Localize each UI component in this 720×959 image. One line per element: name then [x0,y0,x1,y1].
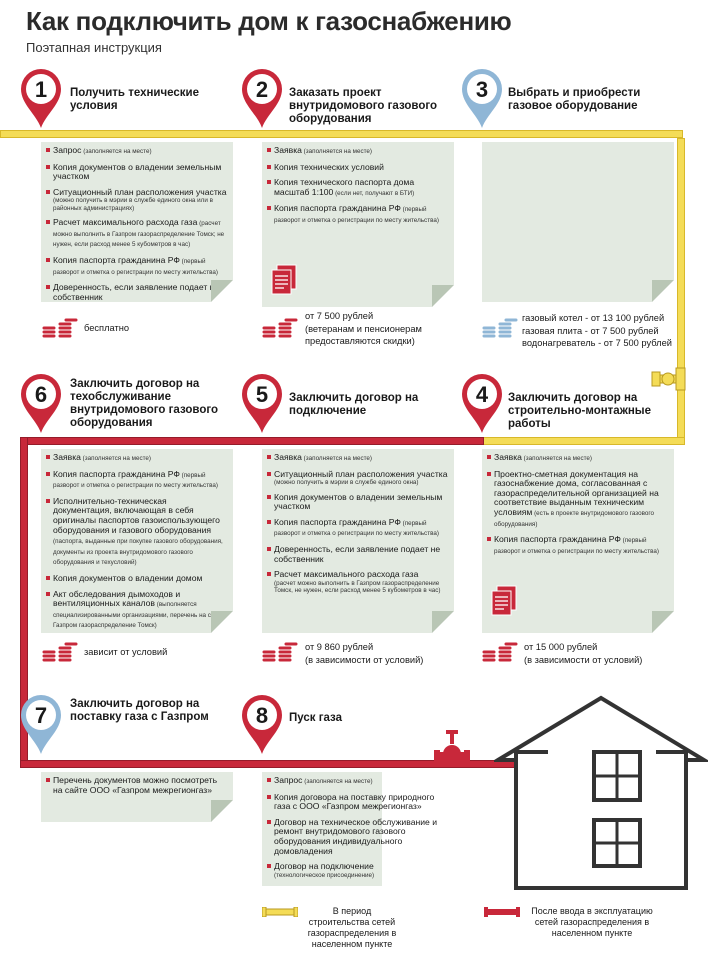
document-item-note: (паспорта, выданные при покупке газового оборудования, документы из проекта внутридомового газового оборудования и техусловий) [53,538,223,567]
cost-line: от 9 860 рублей [305,642,374,652]
document-item-note: (расчет можно выполнить в Газпром газораспределение Томск, не нужен, если расход менее 5 кубометров в час) [274,579,441,595]
page-fold [652,280,674,302]
document-item-note: (заполняется на месте) [302,778,373,785]
cost-line: от 7 500 рублей [305,311,374,321]
step-cost-6 [84,646,167,659]
page-fold [211,800,233,822]
document-item [46,574,227,584]
step-number: 6 [34,382,48,407]
house-icon [494,694,708,890]
document-item-note: (есть в проекте внутридомового газового оборудования) [494,509,655,528]
page-fold [211,280,233,302]
document-item-text: Копия технического паспорта дома масштаб 1:100 [274,177,415,197]
document-item-note: (заполняется на месте) [301,148,373,155]
step-items-4 [487,453,668,562]
document-item [267,470,448,487]
document-item [267,776,446,787]
document-item [46,497,227,568]
document-item-text: Копия документов о владении домом [53,572,203,583]
document-item-text: Ситуационный план расположения участка [274,468,448,479]
step-panel-3 [482,142,674,302]
document-item-text: Запрос [53,145,82,155]
step-items-5 [267,453,448,601]
document-item-text: Расчет максимального расхода газа [274,569,419,580]
document-item-note: (первый разворот и отметка о регистрации по месту жительства) [53,471,218,490]
document-item [46,146,227,157]
document-item [487,535,668,556]
document-item-note: (можно получить в мэрии в службе единого окна) [274,479,419,487]
cost-line: предоставляются скидки) [305,336,415,346]
document-item-text: Акт обследования дымоходов и вентиляционных каналов [53,588,181,609]
legend-red-pipe [484,907,520,917]
document-item-note: (первый разворот и отметка о регистрации по месту жительства) [494,537,659,555]
document-icon [490,585,518,617]
cost-line: газовая плита - от 7 500 рублей [522,325,659,336]
legend-yellow-pipe [262,907,298,917]
document-item-note: (можно получить в мэрии в службе единого окна или в районных администрациях) [53,197,213,212]
document-item [267,178,448,198]
document-item [267,493,448,512]
yellow-pipe-right [677,138,685,444]
document-item [267,862,446,879]
document-item-text: Запрос [274,775,303,785]
step-items-7 [46,776,227,801]
document-item [487,453,668,464]
document-item [267,453,448,464]
document-item-text: Перечень документов можно посмотреть на сайте ООО «Газпром межрегионгаз» [53,775,218,795]
step-cost-1 [84,322,129,335]
document-item [46,188,227,212]
cost-line: бесплатно [84,323,130,333]
cost-line: водонагреватель - от 7 500 рублей [522,338,672,348]
yellow-pipe-mid [482,437,685,445]
document-item-text: Ситуационный план расположения участка [53,186,227,197]
step-panel-5 [262,449,454,633]
document-item-text: Копия паспорта гражданина РФ [53,468,180,479]
document-item [267,818,446,856]
document-item-note: (первый разворот и отметка о регистрации по месту жительства) [53,257,218,276]
step-title-7: Заключить договор на поставку газа с Газпром [70,698,209,723]
step-pin-5 [240,373,284,435]
document-item [46,776,227,795]
document-item [487,470,668,530]
coins-icon [260,316,300,340]
document-item [46,590,227,631]
step-number: 8 [255,703,269,728]
valve-icon [430,728,474,768]
document-item-text: Заявка [494,452,522,462]
coins-icon [480,640,520,664]
step-cost-5 [305,641,423,666]
document-item-text: Копия документов о владении земельным участком [274,491,443,512]
legend-yellow-label: В период строительства сетей газораспределения в населенном пункте [307,906,397,949]
step-title-1: Получить технические условия [70,87,200,112]
document-item [46,470,227,491]
cost-line: зависит от условий [84,647,168,657]
document-item [46,283,227,302]
step-number: 7 [34,703,48,728]
step-pin-8 [240,694,284,756]
document-item-text: Договор на техническое обслуживание и ремонт внутридомового газового оборудования индивидуального домовладения [274,816,437,856]
document-item [267,518,448,539]
step-pin-3 [460,68,504,130]
document-item-note: (заполняется на месте) [80,455,152,462]
document-item-text: Договор на подключение [274,861,374,872]
document-item-text: Заявка [274,452,302,462]
page-fold [652,611,674,633]
step-title-2: Заказать проект внутридомового газового оборудования [289,87,438,125]
document-item-note: (если нет, получают в БТИ) [333,189,415,197]
step-title-6: Заключить договор на техобслуживание внутридомового газового оборудования [70,378,219,429]
document-item-note: (первый разворот и отметка о регистрации по месту жительства) [274,206,439,224]
document-item [267,146,448,157]
step-panel-8 [262,772,437,886]
document-item-text: Копия документов о владении земельным участком [53,161,222,182]
step-number: 2 [255,77,269,102]
document-item [46,163,227,182]
step-pin-4 [460,373,504,435]
step-panel-2 [262,142,454,307]
page-fold [432,285,454,307]
step-title-3: Выбрать и приобрести газовое оборудование [508,87,641,112]
document-item-text: Копия паспорта гражданина РФ [274,203,401,214]
document-item-text: Заявка [274,145,302,155]
document-item-note: (заполняется на месте) [301,455,373,462]
document-item [46,218,227,250]
document-item-text: Доверенность, если заявление подает не собственник [274,543,441,564]
page-fold [432,611,454,633]
document-item-text: Копия технических условий [274,161,384,172]
document-item-text: Исполнительно-техническая документация, включающая в себя оригиналы паспортов газоиспользующего оборудования и газового оборудования [53,495,220,535]
document-item-note: (выполняется специализированными организациями, перечень на сайте Газпром газораспределение Томск) [53,601,225,630]
step-pin-7 [19,694,63,756]
step-number: 4 [475,382,489,407]
cost-line: (в зависимости от условий) [524,654,643,665]
step-items-2 [267,146,448,232]
page-subtitle: Поэтапная инструкция [26,40,162,55]
document-item [267,793,446,812]
document-item-text: Проектно-сметная документация на газоснабжение дома, согласованная с газораспределительной организацией на соответствие выданным техническим условиям [494,468,659,517]
step-panel-6 [41,449,233,633]
page-title: Как подключить дом к газоснабжению [26,6,512,36]
document-item [267,570,448,594]
document-item-text: Копия паспорта гражданина РФ [53,254,180,265]
document-item-note: (заполняется на месте) [81,148,152,155]
step-items-8 [267,776,446,885]
document-item [46,453,227,464]
step-title-4: Заключить договор на строительно-монтажные работы [508,392,652,430]
document-item [267,545,448,564]
document-item-text: Доверенность, если заявление подает не собственник [53,282,220,302]
step-number: 1 [34,77,48,102]
step-number: 5 [255,382,269,407]
coins-icon [40,640,80,664]
document-icon [270,264,298,296]
step-pin-6 [19,373,63,435]
step-items-1 [46,146,227,308]
document-item-text: Копия договора на поставку природного газа с ООО «Газпром межрегионгаз» [274,791,435,812]
cost-line: от 15 000 рублей [524,642,598,652]
coins-icon [40,316,80,340]
step-title-5: Заключить договор на подключение [289,392,419,417]
document-item-text: Копия паспорта гражданина РФ [494,534,621,545]
coins-icon [480,316,520,340]
red-pipe-mid [22,437,484,445]
step-cost-3 [522,312,672,350]
page-fold [211,611,233,633]
step-pin-1 [19,68,63,130]
step-items-6 [46,453,227,637]
cost-line: (в зависимости от условий) [305,654,424,665]
document-item-text: Расчет максимального расхода газа [53,217,198,228]
legend-red-label: После ввода в эксплуатацию сетей газораспределения в населенном пункте [531,906,653,938]
document-item-text: Копия паспорта гражданина РФ [274,516,401,527]
document-item-note: (первый разворот и отметка о регистрации по месту жительства) [274,519,439,538]
document-item [267,204,448,225]
document-item [267,163,448,173]
document-item [46,256,227,277]
step-panel-7 [41,772,233,822]
step-panel-1 [41,142,233,302]
cost-line: газовый котел - от 13 100 рублей [522,313,665,323]
step-title-8: Пуск газа [289,712,343,724]
step-pin-2 [240,68,284,130]
step-number: 3 [475,77,489,102]
step-cost-4 [524,641,642,666]
step-cost-2 [305,310,422,348]
valve-icon [648,362,688,396]
document-item-note: (расчет можно выполнить в Газпром газораспределение Томск; не нужен, если расход менее 5 кубометров в час) [53,220,225,249]
yellow-pipe-top [0,130,683,138]
step-panel-4 [482,449,674,633]
document-item-note: (заполняется на месте) [521,455,593,462]
coins-icon [260,640,300,664]
document-item-note: (технологическое присоединение) [274,871,375,879]
document-item-text: Заявка [53,452,81,462]
cost-line: (ветеранам и пенсионерам [305,323,422,334]
